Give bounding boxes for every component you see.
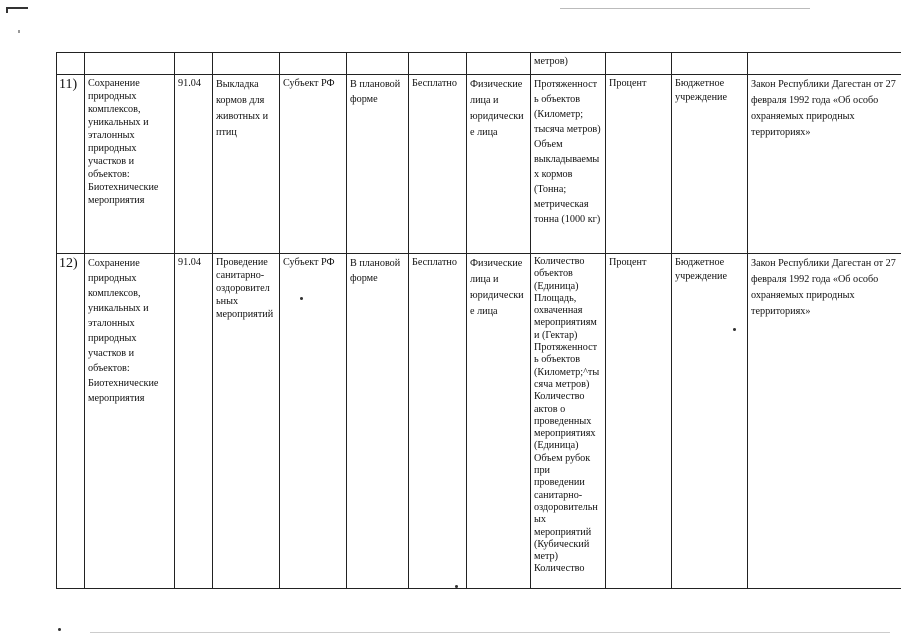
- subject-level: Субъект РФ: [280, 75, 347, 254]
- quality-unit: Процент: [606, 254, 672, 589]
- okved-code: 91.04: [175, 254, 213, 589]
- payment-type: Бесплатно: [409, 75, 467, 254]
- scan-top-line: [560, 8, 810, 9]
- okved-code: 91.04: [175, 75, 213, 254]
- scan-corner-mark: [6, 7, 8, 13]
- payment-type: Бесплатно: [409, 254, 467, 589]
- institution-type: Бюджетное учреждение: [672, 254, 748, 589]
- table-row: [57, 53, 901, 75]
- legal-basis: [748, 53, 901, 75]
- delivery-form: В плановой форме: [347, 254, 409, 589]
- institution-type: Бюджетное учреждение: [672, 75, 748, 254]
- work-content: [213, 53, 280, 75]
- scan-corner-mark: [6, 7, 28, 9]
- table-row: [57, 254, 901, 589]
- scan-bottom-line: [90, 632, 890, 633]
- row-number: [57, 53, 85, 75]
- services-table: [56, 52, 901, 589]
- quality-unit: Процент: [606, 75, 672, 254]
- volume-indicators: метров): [531, 53, 606, 75]
- work-content: Проведение санитарно-оздоровител ьных мероприятий: [213, 254, 280, 589]
- volume-indicators: Протяженност ь объектов (Километр; тысяча метров) Объем выкладываемы х кормов (Тонна; метрическая тонна (1000 кг): [531, 75, 606, 254]
- consumer-category: [467, 53, 531, 75]
- legal-basis: Закон Республики Дагестан от 27 февраля 1992 года «Об особо охраняемых природных территориях»: [748, 254, 901, 589]
- consumer-category: Физические лица и юридически е лица: [467, 254, 531, 589]
- volume-indicators: Количество объектов (Единица) Площадь, охваченная мероприятиям и (Гектар) Протяженност ь объектов (Километр;^ты сяча метров) Количество актов о проведенных мероприятиях (Единица) Объем рубок при проведении санитарно-оздоровительн ых мероприятий (Кубический метр) Количество: [531, 254, 606, 589]
- scan-speck: [18, 30, 20, 33]
- table-row: [57, 75, 901, 254]
- delivery-form: [347, 53, 409, 75]
- legal-basis: Закон Республики Дагестан от 27 февраля 1992 года «Об особо охраняемых природных территориях»: [748, 75, 901, 254]
- institution-type: [672, 53, 748, 75]
- subject-level: Субъект РФ: [280, 254, 347, 589]
- service-name: Сохранение природных комплексов, уникальных и эталонных природных участков и объектов: Биотехнические мероприятия: [85, 75, 175, 254]
- scan-dot: [58, 628, 61, 631]
- service-name: [85, 53, 175, 75]
- row-number: 11): [57, 75, 85, 254]
- work-content: Выкладка кормов для животных и птиц: [213, 75, 280, 254]
- okved-code: [175, 53, 213, 75]
- consumer-category: Физические лица и юридически е лица: [467, 75, 531, 254]
- quality-unit: [606, 53, 672, 75]
- delivery-form: В плановой форме: [347, 75, 409, 254]
- row-number: 12): [57, 254, 85, 589]
- service-name: Сохранение природных комплексов, уникальных и эталонных природных участков и объектов: Биотехнические мероприятия: [85, 254, 175, 589]
- payment-type: [409, 53, 467, 75]
- subject-level: [280, 53, 347, 75]
